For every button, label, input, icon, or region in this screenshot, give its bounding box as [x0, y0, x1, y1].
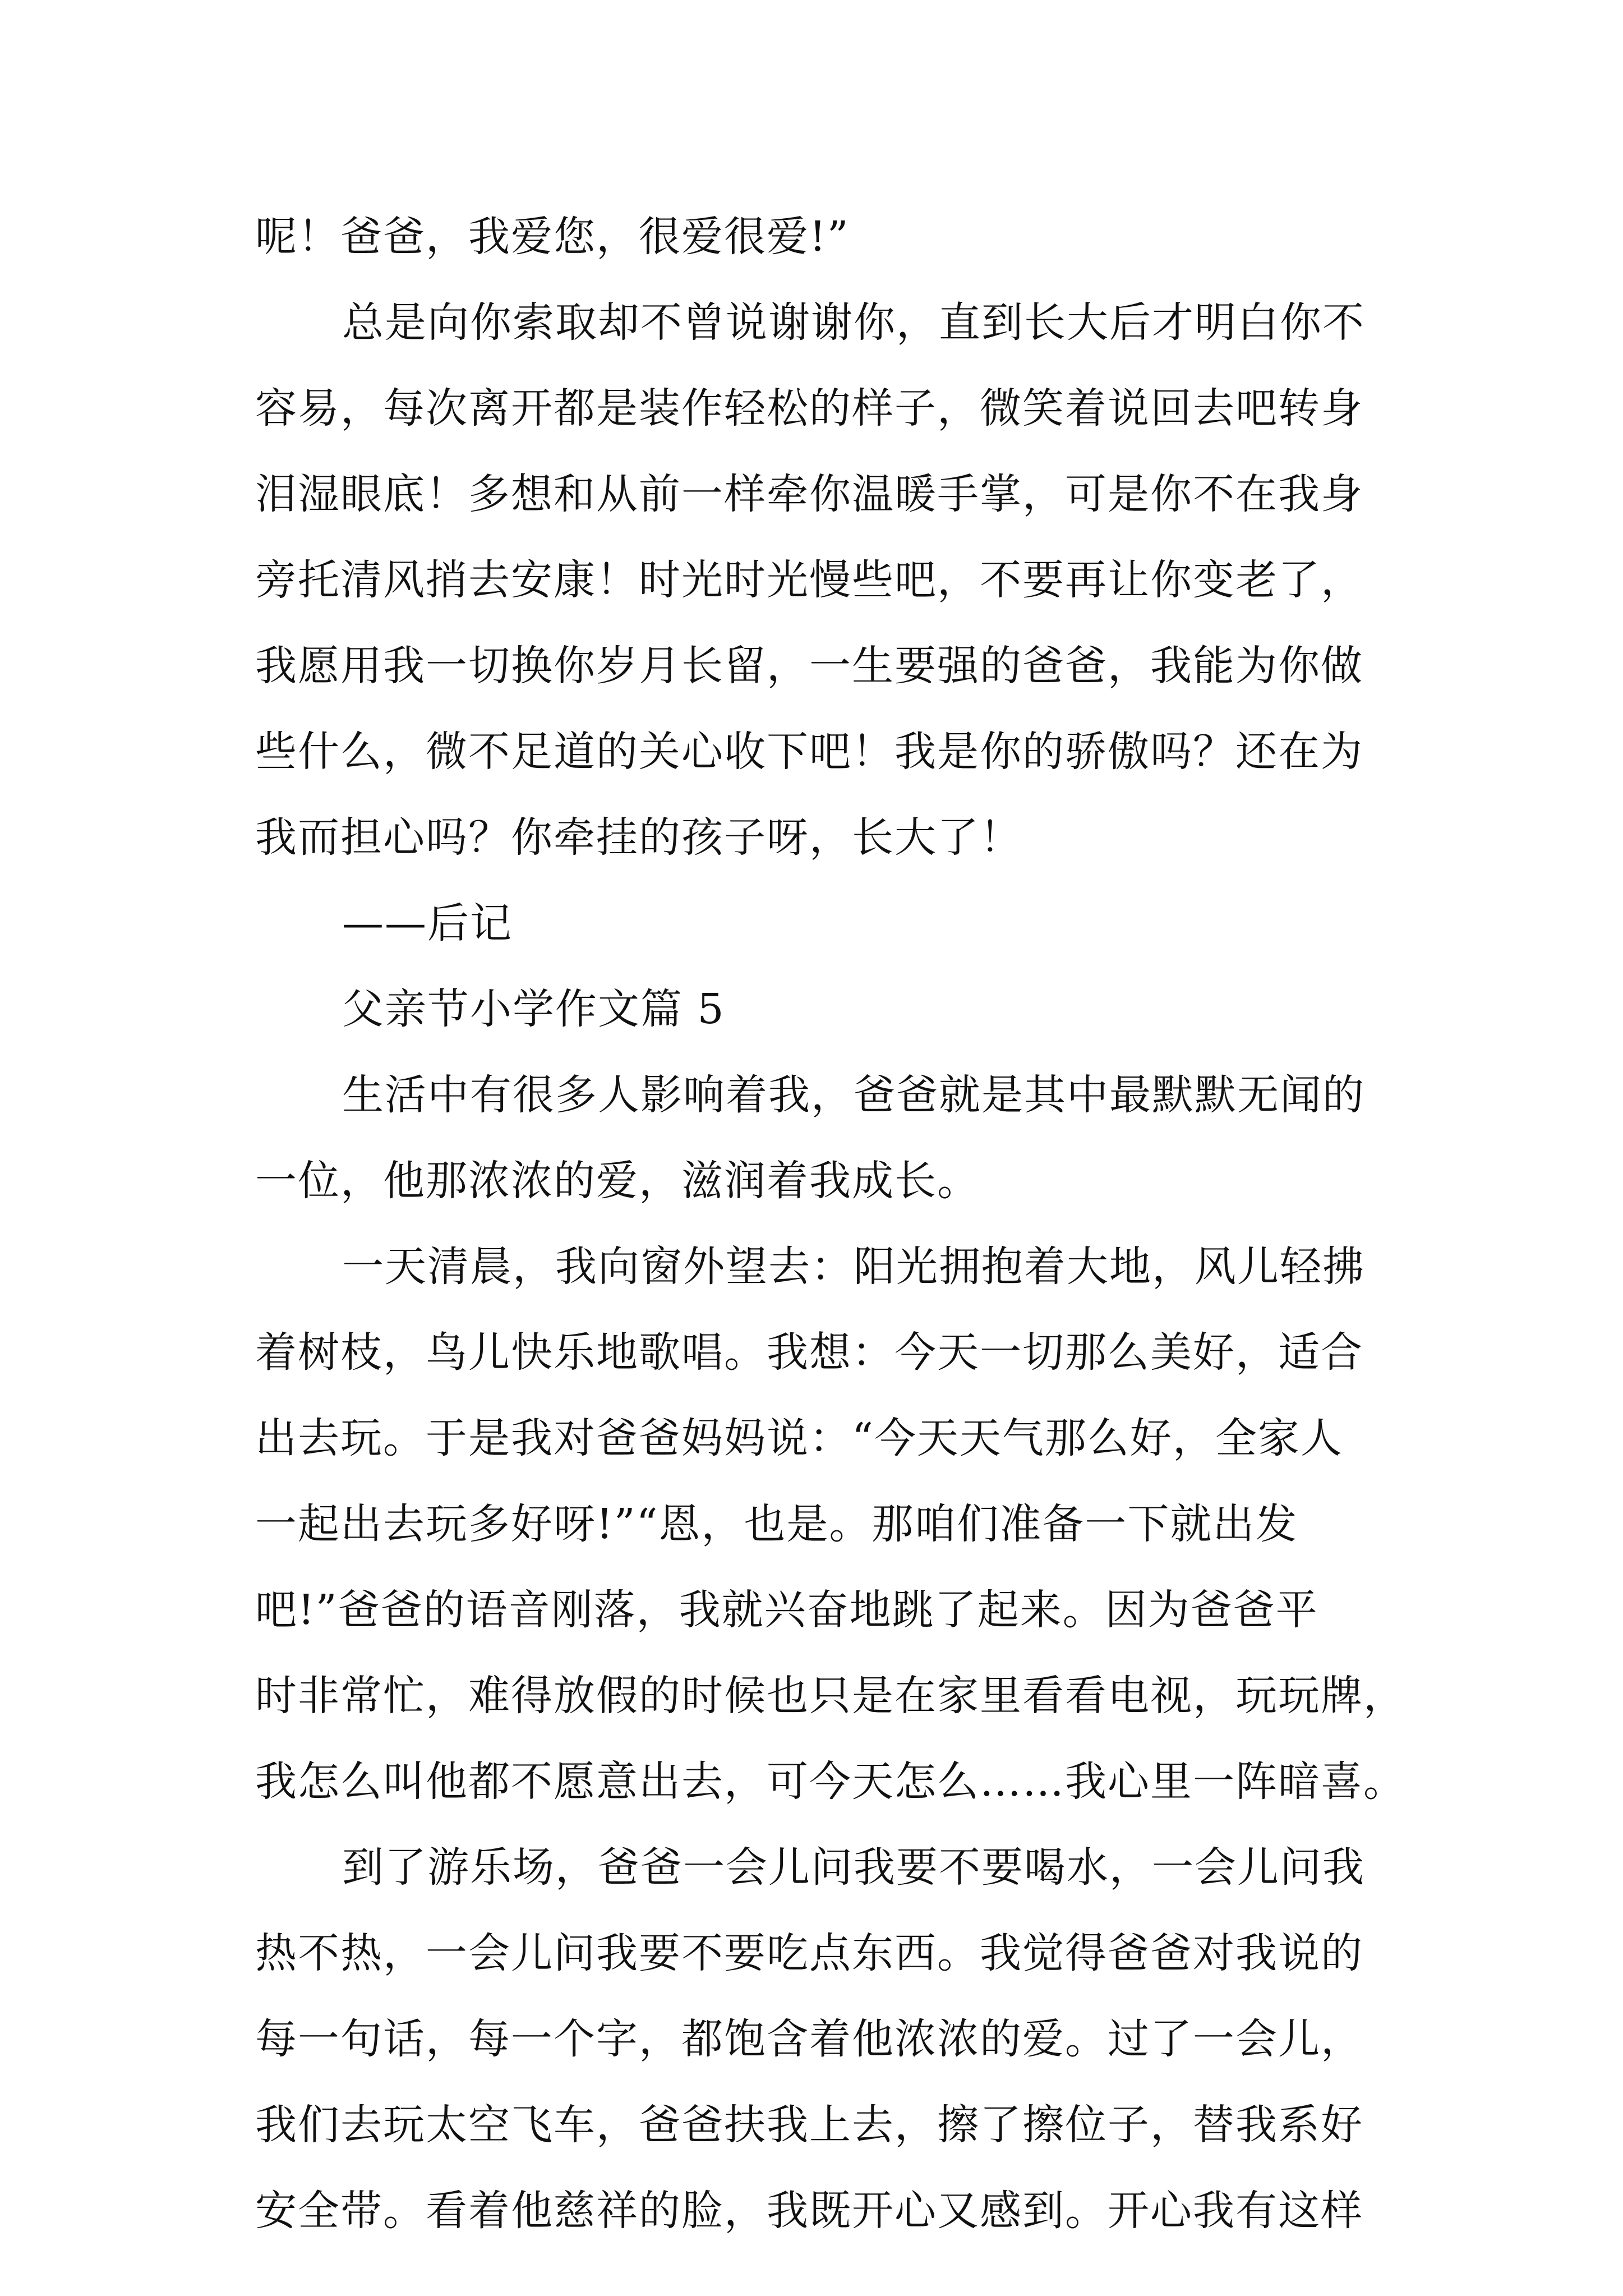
- text-line: 旁托清风捎去安康！时光时光慢些吧，不要再让你变老了，: [255, 556, 1363, 604]
- text-line: 安全带。看着他慈祥的脸，我既开心又感到。开心我有这样: [255, 2187, 1363, 2235]
- text-line: 每一句话，每一个字，都饱含着他浓浓的爱。过了一会儿，: [255, 2015, 1363, 2063]
- text-line: 些什么，微不足道的关心收下吧！我是你的骄傲吗？还在为: [255, 728, 1363, 776]
- text-line: 出去玩。于是我对爸爸妈妈说：“今天天气那么好，全家人: [255, 1414, 1343, 1462]
- text-line: 泪湿眼底！多想和从前一样牵你温暖手掌，可是你不在我身: [255, 470, 1363, 518]
- text-line: 我愿用我一切换你岁月长留，一生要强的爸爸，我能为你做: [255, 642, 1363, 690]
- text-line: 容易，每次离开都是装作轻松的样子，微笑着说回去吧转身: [255, 384, 1363, 432]
- text-line: 生活中有很多人影响着我，爸爸就是其中最默默无闻的: [342, 1071, 1365, 1119]
- text-line: 热不热，一会儿问我要不要吃点东西。我觉得爸爸对我说的: [255, 1929, 1363, 1977]
- text-line: 到了游乐场，爸爸一会儿问我要不要喝水，一会儿问我: [342, 1843, 1365, 1892]
- text-line: 我而担心吗？你牵挂的孩子呀，长大了！: [255, 813, 1022, 862]
- text-line: 呢！爸爸，我爱您，很爱很爱!”: [255, 213, 850, 261]
- text-line: 一位，他那浓浓的爱，滋润着我成长。: [255, 1157, 980, 1205]
- text-line: 着树枝，鸟儿快乐地歌唱。我想：今天一切那么美好，适合: [255, 1328, 1363, 1377]
- text-line: ——后记: [342, 899, 513, 947]
- text-line: 父亲节小学作文篇 5: [342, 985, 725, 1033]
- text-line: 总是向你索取却不曾说谢谢你，直到长大后才明白你不: [342, 298, 1365, 347]
- text-line: 我们去玩太空飞车，爸爸扶我上去，擦了擦位子，替我系好: [255, 2101, 1363, 2149]
- text-line: 吧!”爸爸的语音刚落，我就兴奋地跳了起来。因为爸爸平: [255, 1586, 1318, 1634]
- text-line: 时非常忙，难得放假的时候也只是在家里看看电视，玩玩牌，: [255, 1672, 1406, 1720]
- text-line: 我怎么叫他都不愿意出去，可今天怎么……我心里一阵暗喜。: [255, 1757, 1406, 1806]
- text-line: 一起出去玩多好呀!”“恩，也是。那咱们准备一下就出发: [255, 1500, 1298, 1548]
- text-line: 一天清晨，我向窗外望去：阳光拥抱着大地，风儿轻拂: [342, 1243, 1365, 1291]
